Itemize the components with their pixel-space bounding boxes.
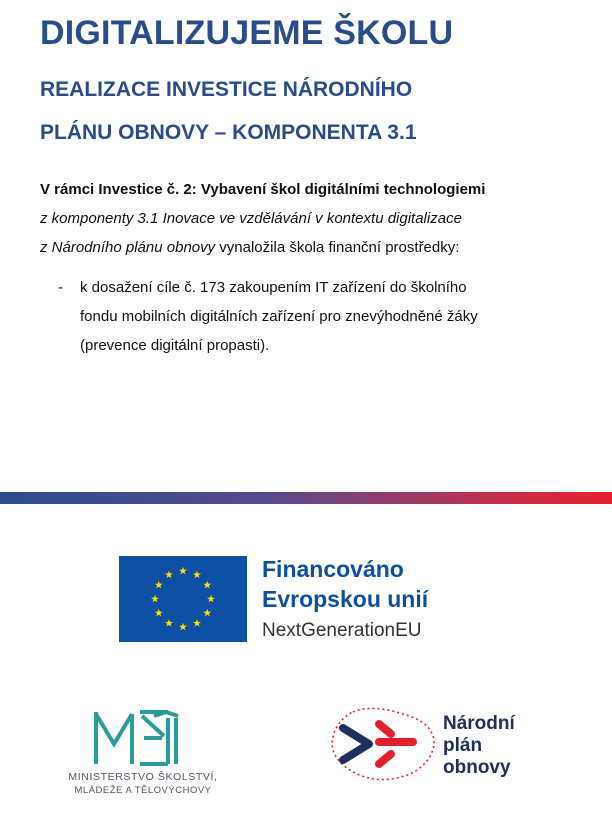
npo-line-obnovy: obnovy xyxy=(443,757,511,778)
eu-star-icon xyxy=(155,609,163,617)
body-text xyxy=(40,175,580,262)
body-line-npo-italic: z Národního plánu obnovy xyxy=(40,239,216,256)
eu-star-icon xyxy=(151,595,159,603)
eu-line-financovano: Financováno xyxy=(262,556,404,582)
eu-star-icon xyxy=(165,571,173,579)
npo-emblem-icon xyxy=(325,702,440,786)
eu-star-icon xyxy=(193,571,201,579)
npo-line-narodni: Národní xyxy=(443,713,515,734)
npo-text xyxy=(443,713,515,779)
eu-star-icon xyxy=(203,581,211,589)
bullet-line1: k dosažení cíle č. 173 zakoupením IT zařízení do školního xyxy=(80,279,467,296)
bullet-item xyxy=(58,273,558,360)
gradient-divider xyxy=(0,492,612,504)
msmt-name-line2: MLÁDEŽE A TĚLOVÝCHOVY xyxy=(74,785,212,796)
bullet-dash: - xyxy=(58,279,63,296)
eu-line-evropskou-unii: Evropskou unií xyxy=(262,586,429,612)
eu-star-icon xyxy=(179,567,187,575)
page-subtitle-line1: REALIZACE INVESTICE NÁRODNÍHO xyxy=(40,78,413,101)
page-title: DIGITALIZUJEME ŠKOLU xyxy=(40,14,454,52)
eu-stars-icon xyxy=(119,556,247,642)
body-line-npo-rest: vynaložila škola finanční prostředky: xyxy=(215,239,460,256)
eu-star-icon xyxy=(165,619,173,627)
body-line-investice: V rámci Investice č. 2: Vybavení škol digitálními technologiemi xyxy=(40,181,486,198)
bullet-line3: (prevence digitální propasti). xyxy=(80,337,270,354)
eu-star-icon xyxy=(203,609,211,617)
msmt-name-line1: MINISTERSTVO ŠKOLSTVÍ, xyxy=(68,771,218,783)
eu-star-icon xyxy=(207,595,215,603)
eu-line-nextgeneration: NextGenerationEU xyxy=(262,620,422,641)
body-line-komponenta: z komponenty 3.1 Inovace ve vzdělávání v kontextu digitalizace xyxy=(40,210,462,227)
body-line-npo xyxy=(40,233,580,262)
eu-flag-icon xyxy=(119,556,247,642)
msmt-logo xyxy=(40,700,240,810)
eu-star-icon xyxy=(155,581,163,589)
npo-line-plan: plán xyxy=(443,735,483,756)
page-subtitle-line2: PLÁNU OBNOVY – KOMPONENTA 3.1 xyxy=(40,121,417,144)
bullet-line2: fondu mobilních digitálních zařízení pro znevýhodněné žáky xyxy=(80,308,478,325)
eu-funding-text xyxy=(262,554,428,648)
eu-star-icon xyxy=(179,623,187,631)
msmt-emblem-icon xyxy=(92,708,184,768)
eu-star-icon xyxy=(193,619,201,627)
